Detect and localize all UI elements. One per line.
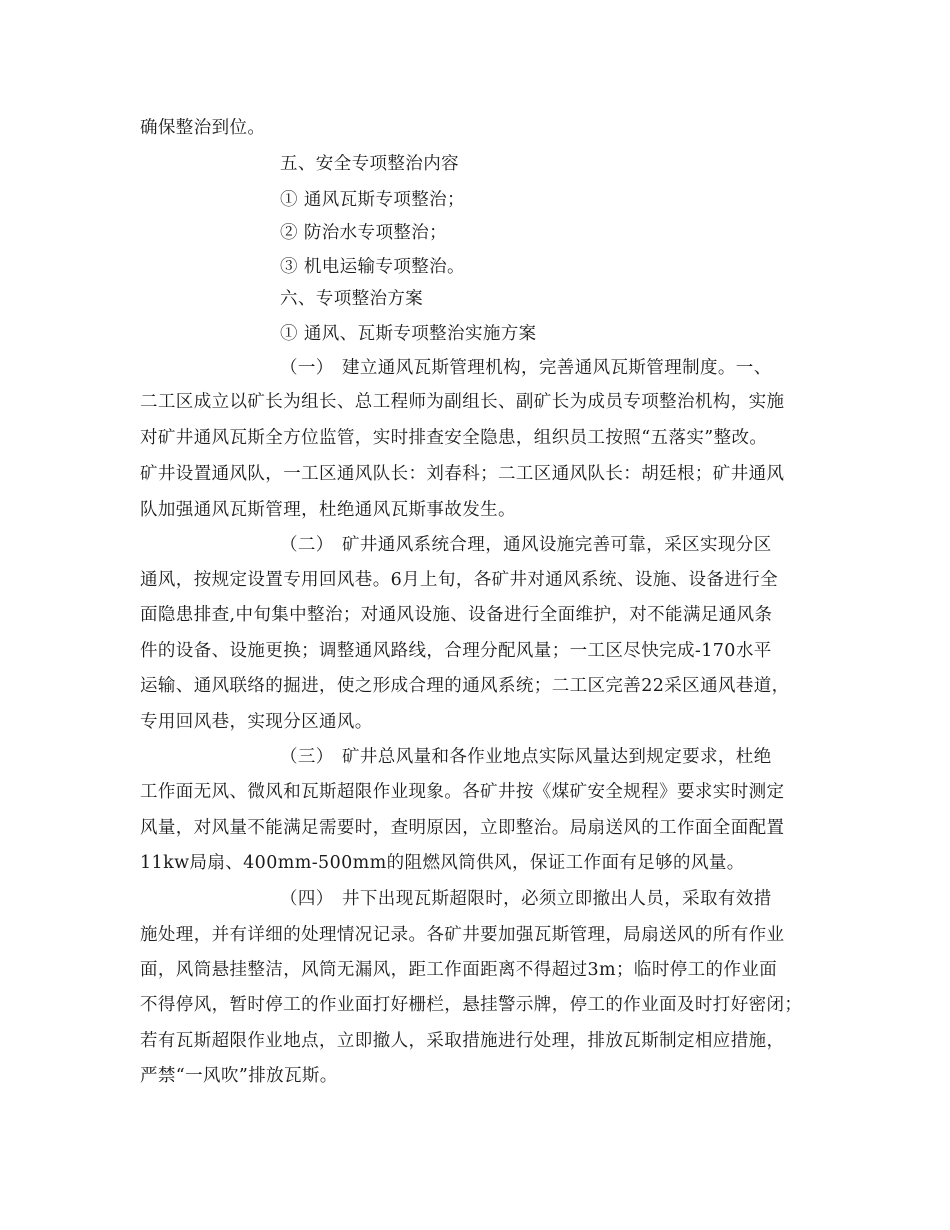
paragraph-number: （四）	[280, 889, 334, 909]
text-line: 不得停风，暂时停工的作业面打好栅栏，悬挂警示牌，停工的作业面及时打好密闭；	[140, 995, 803, 1015]
list-item: ② 防治水专项整治；	[280, 223, 448, 243]
paragraph-number: （三）	[280, 747, 334, 767]
subsection-heading: ① 通风、瓦斯专项整治实施方案	[280, 324, 537, 344]
text-line: 件的设备、设施更换；调整通风路线，合理分配风量；一工区尽快完成-170水平	[140, 641, 772, 661]
text-line: 风量，对风量不能满足需要时，查明原因，立即整治。局扇送风的工作面全面配置	[140, 818, 785, 838]
text-line: 通风，按规定设置专用回风巷。6月上旬，各矿井对通风系统、设施、设备进行全	[140, 570, 779, 590]
paragraph-number: （一）	[280, 358, 334, 378]
text-line: 矿井设置通风队，一工区通风队长：刘春科；二工区通风队长：胡廷根；矿井通风	[140, 464, 785, 484]
list-item: ③ 机电运输专项整治。	[280, 257, 465, 277]
text-line: 面隐患排查,中旬集中整治；对通风设施、设备进行全面维护，对不能满足通风条	[140, 605, 773, 625]
paragraph-number: （二）	[280, 535, 334, 555]
paragraph-first-line	[280, 746, 772, 768]
list-item: ① 通风瓦斯专项整治；	[280, 190, 465, 210]
text-line: 对矿井通风瓦斯全方位监管，实时排查安全隐患，组织员工按照“五落实”整改。	[140, 428, 768, 448]
text-line: 矿井通风系统合理，通风设施完善可靠，采区实现分区	[342, 535, 772, 555]
text-line: 面，风筒悬挂整洁，风筒无漏风，距工作面距离不得超过3m；临时停工的作业面	[140, 960, 778, 980]
text-line: 若有瓦斯超限作业地点，立即撤人，采取措施进行处理，排放瓦斯制定相应措施，	[140, 1031, 785, 1051]
section-heading-6: 六、专项整治方案	[280, 289, 424, 309]
paragraph-first-line	[280, 534, 772, 556]
text-line: 施处理，并有详细的处理情况记录。各矿井要加强瓦斯管理，局扇送风的所有作业	[140, 925, 785, 945]
text-line: 运输、通风联络的掘进，使之形成合理的通风系统；二工区完善22采区通风巷道，	[140, 676, 790, 696]
text-line: 建立通风瓦斯管理机构，完善通风瓦斯管理制度。一、	[342, 358, 772, 378]
text-line: 二工区成立以矿长为组长、总工程师为副组长、副矿长为成员专项整治机构，实施	[140, 392, 785, 412]
text-line: 专用回风巷，实现分区通风。	[140, 712, 373, 732]
text-line: 矿井总风量和各作业地点实际风量达到规定要求，杜绝	[342, 747, 772, 767]
text-line: 工作面无风、微风和瓦斯超限作业现象。各矿井按《煤矿安全规程》要求实时测定	[140, 782, 785, 802]
text-line: 确保整治到位。	[140, 118, 266, 138]
text-line: 井下出现瓦斯超限时，必须立即撤出人员，采取有效措	[342, 889, 772, 909]
paragraph-first-line	[280, 357, 772, 379]
paragraph-first-line	[280, 888, 772, 910]
section-heading-5: 五、安全专项整治内容	[280, 154, 459, 174]
text-line: 队加强通风瓦斯管理，杜绝通风瓦斯事故发生。	[140, 500, 516, 520]
text-line: 严禁“一风吹”排放瓦斯。	[140, 1066, 338, 1086]
text-line: 11kw局扇、400mm-500mm的阻燃风筒供风，保证工作面有足够的风量。	[140, 853, 745, 873]
